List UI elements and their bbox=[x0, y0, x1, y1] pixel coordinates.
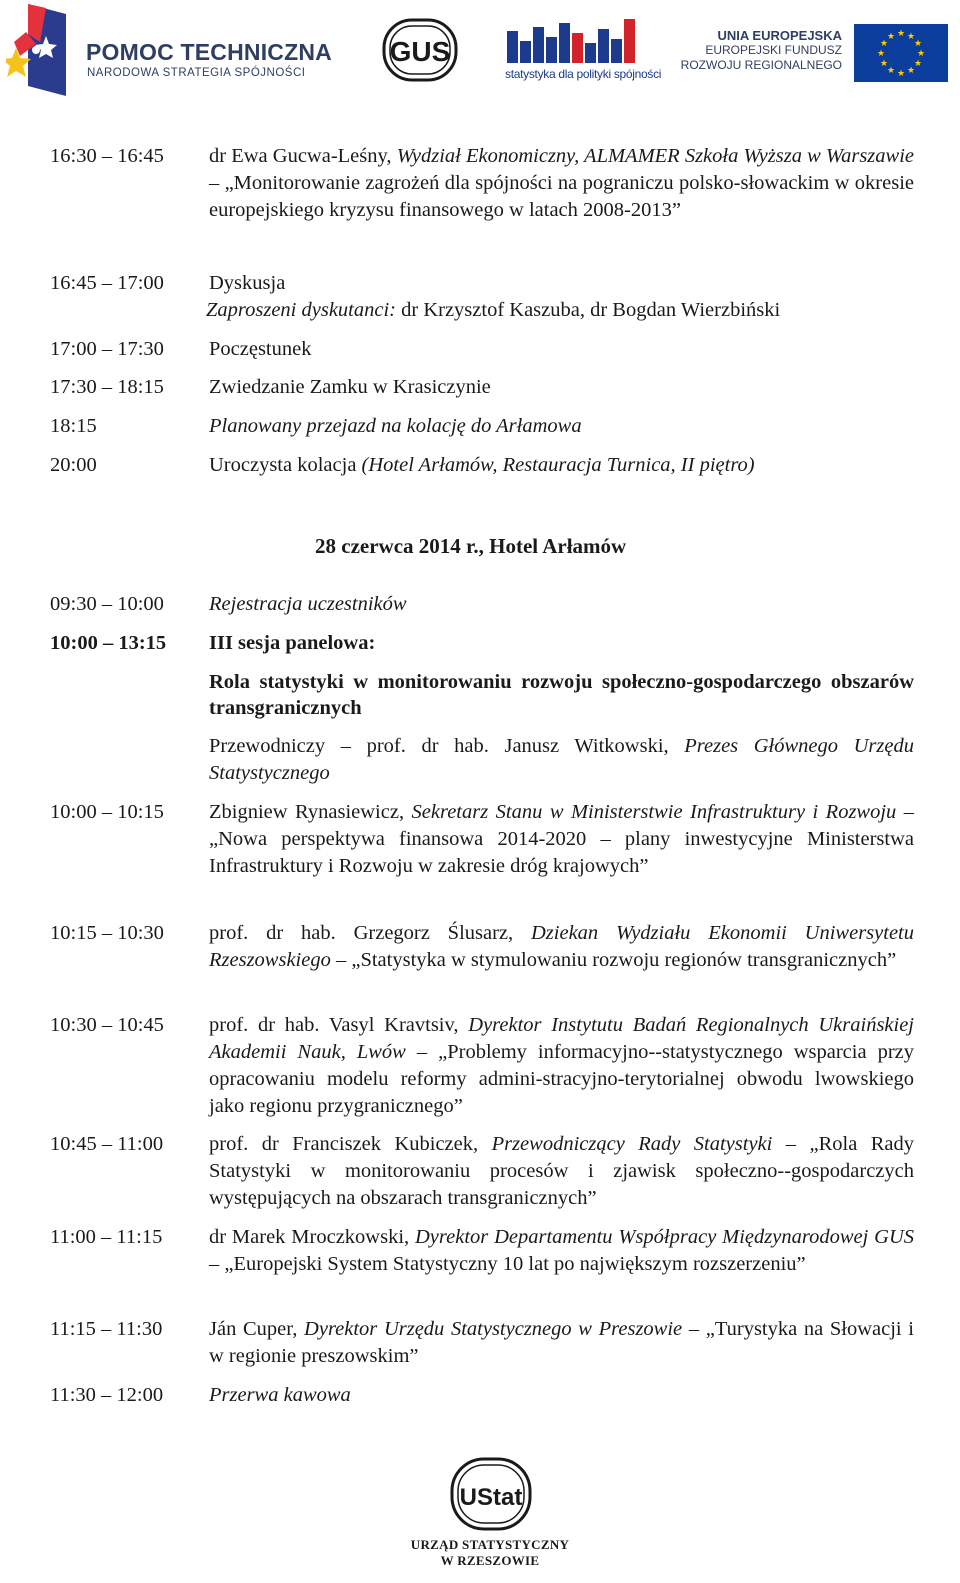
agenda-time: 11:00 – 11:15 bbox=[50, 1226, 163, 1248]
session-desc bbox=[209, 630, 914, 787]
agenda-row bbox=[50, 591, 914, 619]
agenda-time: 18:15 bbox=[50, 415, 97, 437]
agenda-row bbox=[50, 920, 914, 1004]
discussants-label: Zaproszeni dyskutanci: bbox=[206, 299, 396, 321]
svg-text:★: ★ bbox=[916, 49, 926, 59]
svg-text:★: ★ bbox=[879, 39, 889, 49]
agenda-desc bbox=[206, 270, 914, 324]
talk-title: – „Statystyka w stymulowaniu rozwoju regionów transgranicznych” bbox=[330, 949, 897, 971]
svg-text:★: ★ bbox=[886, 66, 896, 76]
unia-europejska-logo bbox=[680, 24, 948, 86]
caption-line-2: W RZESZOWIE bbox=[440, 1553, 540, 1568]
session-chair-role: Prezes Głównego Urzędu Statystycznego bbox=[209, 735, 914, 784]
agenda-time: 16:30 – 16:45 bbox=[50, 145, 164, 167]
agenda-row bbox=[50, 1012, 914, 1124]
agenda-desc bbox=[209, 1131, 914, 1212]
agenda-item-title: Uroczysta kolacja bbox=[209, 454, 362, 476]
day-heading: 28 czerwca 2014 r., Hotel Arłamów bbox=[315, 534, 627, 558]
agenda-row bbox=[50, 336, 914, 364]
talk-title: – „Nowa perspektywa finansowa 2014-2020 – plany inwestycyjne Ministerstwa Infrastruktury i Rozwoju w zakresie dróg krajowych” bbox=[209, 801, 915, 877]
talk-title: – „Turystyka na Słowacji i w regionie preszowskim” bbox=[209, 1318, 914, 1367]
talk-title: – „Europejski System Statystyczny 10 lat po największym rozszerzeniu” bbox=[209, 1253, 806, 1275]
agenda-desc: Planowany przejazd na kolację do Arłamowa bbox=[209, 415, 582, 437]
ustat-emblem-icon bbox=[400, 1455, 580, 1535]
agenda-time: 11:15 – 11:30 bbox=[50, 1318, 163, 1340]
svg-text:★: ★ bbox=[906, 32, 916, 42]
agenda-item-location: (Hotel Arłamów, Restauracja Turnica, II piętro) bbox=[361, 454, 755, 476]
svg-text:★: ★ bbox=[913, 59, 923, 69]
svg-text:★: ★ bbox=[913, 39, 923, 49]
speaker-name: prof. dr Franciszek Kubiczek, bbox=[209, 1133, 492, 1155]
eu-line-2: EUROPEJSKI FUNDUSZ bbox=[705, 43, 842, 57]
eu-line-3: ROZWOJU REGIONALNEGO bbox=[680, 58, 842, 72]
svg-text:★: ★ bbox=[896, 29, 906, 39]
pomoc-techniczna-logo bbox=[6, 4, 336, 96]
pomoc-techniczna-subtitle: NARODOWA STRATEGIA SPÓJNOŚCI bbox=[87, 67, 306, 79]
agenda-desc: Rejestracja uczestników bbox=[209, 593, 407, 615]
speaker-affiliation: Dyrektor Departamentu Współpracy Międzynarodowej GUS bbox=[415, 1226, 914, 1248]
agenda-desc: Zwiedzanie Zamku w Krasiczynie bbox=[209, 376, 491, 398]
agenda-row bbox=[50, 1316, 914, 1372]
agenda-row bbox=[50, 374, 914, 402]
agenda-desc: Przerwa kawowa bbox=[209, 1384, 351, 1406]
agenda-row bbox=[50, 413, 914, 441]
agenda-row bbox=[50, 452, 914, 480]
session-chair: Przewodniczy – prof. dr hab. Janusz Witkowski, bbox=[209, 735, 685, 757]
agenda-item-title: Dyskusja bbox=[209, 272, 286, 294]
statystyka-caption: statystyka dla polityki spójności bbox=[505, 67, 662, 81]
agenda-desc bbox=[209, 1224, 914, 1278]
ustat-logo-text: UStat bbox=[459, 1484, 523, 1511]
statystyka-bars-icon bbox=[505, 17, 645, 65]
pomoc-techniczna-flag-icon bbox=[6, 4, 70, 96]
unia-europejska-text bbox=[681, 28, 842, 73]
pomoc-techniczna-title: POMOC TECHNICZNA bbox=[86, 39, 332, 65]
agenda-row bbox=[50, 799, 914, 911]
svg-text:★: ★ bbox=[896, 69, 906, 79]
agenda-desc bbox=[209, 1316, 914, 1370]
talk-title: – „Rola Rady Statystyki w monitorowaniu procesów i zjawisk społeczno--gospodarczych występujących na obszarach transgranicznych” bbox=[209, 1133, 915, 1209]
speaker-name: prof. dr hab. Grzegorz Ślusarz, bbox=[209, 922, 531, 944]
eu-line-1: UNIA EUROPEJSKA bbox=[717, 28, 842, 43]
eu-flag-icon bbox=[854, 24, 948, 82]
session-title: III sesja panelowa: bbox=[209, 632, 376, 654]
header-logos bbox=[0, 0, 960, 105]
session-block bbox=[50, 630, 914, 790]
session-subtitle: Rola statystyki w monitorowaniu rozwoju społeczno-gospodarczego obszarów transgranicznych bbox=[209, 671, 914, 719]
agenda-row bbox=[50, 270, 914, 326]
agenda-row bbox=[50, 143, 914, 255]
agenda-time: 16:45 – 17:00 bbox=[50, 272, 164, 294]
speaker-affiliation: Dyrektor Instytutu Badań Regionalnych Ukraińskiej Akademii Nauk, Lwów bbox=[209, 1014, 915, 1063]
svg-text:★: ★ bbox=[879, 59, 889, 69]
session-time: 10:00 – 13:15 bbox=[50, 632, 167, 654]
agenda-time: 20:00 bbox=[50, 454, 97, 476]
agenda-desc bbox=[209, 452, 914, 479]
speaker-affiliation: Dyrektor Urzędu Statystycznego w Preszowie bbox=[304, 1318, 683, 1340]
agenda-time: 10:30 – 10:45 bbox=[50, 1014, 164, 1036]
agenda-desc: Poczęstunek bbox=[209, 338, 312, 360]
svg-text:★: ★ bbox=[906, 66, 916, 76]
speaker-name: Ján Cuper, bbox=[209, 1318, 305, 1340]
gus-emblem-icon bbox=[382, 18, 458, 82]
speaker-affiliation: Przewodniczący Rady Statystyki bbox=[491, 1133, 773, 1155]
svg-text:★: ★ bbox=[886, 32, 896, 42]
agenda-desc bbox=[209, 1012, 914, 1120]
agenda-time: 10:15 – 10:30 bbox=[50, 922, 164, 944]
speaker-name: prof. dr hab. Vasyl Kravtsiv, bbox=[209, 1014, 469, 1036]
agenda-desc bbox=[209, 799, 914, 880]
agenda-time: 09:30 – 10:00 bbox=[50, 593, 164, 615]
agenda-row bbox=[50, 1382, 914, 1410]
agenda-time: 10:45 – 11:00 bbox=[50, 1133, 164, 1155]
agenda-time: 17:30 – 18:15 bbox=[50, 376, 164, 398]
statystyka-logo bbox=[505, 17, 662, 85]
speaker-affiliation: Wydział Ekonomiczny, ALMAMER Szkoła Wyższa w Warszawie bbox=[396, 145, 914, 167]
urzad-statystyczny-caption bbox=[400, 1537, 580, 1569]
agenda-desc bbox=[209, 920, 914, 974]
speaker-name: dr Ewa Gucwa-Leśny, bbox=[209, 145, 397, 167]
discussants-names: dr Krzysztof Kaszuba, dr Bogdan Wierzbiński bbox=[396, 299, 781, 321]
caption-line-1: URZĄD STATYSTYCZNY bbox=[410, 1537, 570, 1552]
talk-title: – „Problemy informacyjno--statystycznego wsparcia przy opracowaniu modelu reformy admini-stracyjno-terytorialnej obwodu lwowskiego jako regionu przygranicznego” bbox=[209, 1041, 915, 1117]
talk-title: – „Monitorowanie zagrożeń dla spójności na pograniczu polsko-słowackim w okresie europejskiego kryzysu finansowego w latach 2008-2013” bbox=[209, 172, 914, 221]
agenda-row bbox=[50, 1131, 914, 1215]
gus-logo bbox=[382, 18, 458, 87]
agenda-desc bbox=[209, 143, 914, 224]
svg-text:★: ★ bbox=[876, 49, 886, 59]
urzad-statystyczny-logo bbox=[400, 1455, 580, 1583]
agenda-time: 10:00 – 10:15 bbox=[50, 801, 164, 823]
speaker-affiliation: Dziekan Wydziału Ekonomii Uniwersytetu Rzeszowskiego bbox=[209, 922, 914, 971]
agenda-time: 11:30 – 12:00 bbox=[50, 1384, 164, 1406]
agenda-row bbox=[50, 1224, 914, 1308]
speaker-name: dr Marek Mroczkowski, bbox=[209, 1226, 415, 1248]
speaker-affiliation: Sekretarz Stanu w Ministerstwie Infrastruktury i Rozwoju bbox=[411, 801, 897, 823]
speaker-name: Zbigniew Rynasiewicz, bbox=[209, 801, 412, 823]
agenda-time: 17:00 – 17:30 bbox=[50, 338, 164, 360]
gus-logo-text: GUS bbox=[389, 36, 451, 67]
